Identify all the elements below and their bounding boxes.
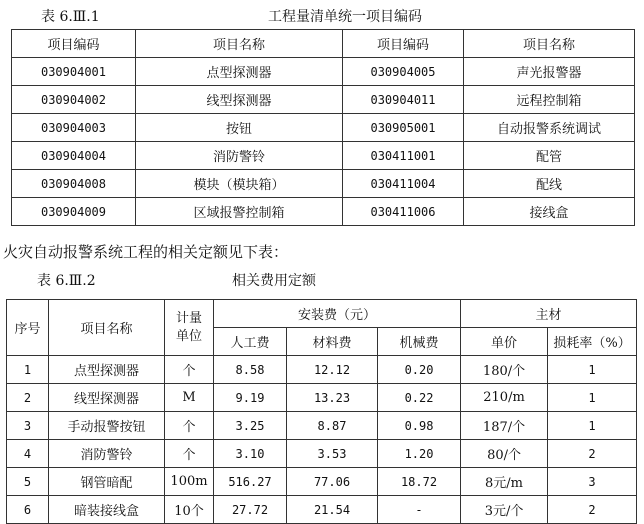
header-cell-install-group: 安装费（元） bbox=[214, 300, 461, 328]
unit-cell: 100m bbox=[165, 468, 214, 496]
labor-cell: 9.19 bbox=[214, 384, 287, 412]
material-cell: 13.23 bbox=[287, 384, 378, 412]
price-cell: 3元/个 bbox=[461, 496, 548, 524]
header-cell-price: 单价 bbox=[461, 328, 548, 356]
table-row bbox=[7, 412, 637, 440]
item-name-cell: 远程控制箱 bbox=[464, 86, 635, 114]
item-name-cell: 配线 bbox=[464, 170, 635, 198]
table-header-row bbox=[12, 30, 635, 58]
header-cell: 项目编码 bbox=[12, 30, 136, 58]
unit-cell: M bbox=[165, 384, 214, 412]
item-code-cell: 030904011 bbox=[343, 86, 464, 114]
item-code-cell: 030904009 bbox=[12, 198, 136, 226]
header-unit-bottom: 单位 bbox=[175, 328, 202, 344]
intro-text: 火灾自动报警系统工程的相关定额见下表： bbox=[3, 243, 289, 261]
header-cell-labor: 人工费 bbox=[214, 328, 287, 356]
table-row bbox=[12, 142, 635, 170]
item-name-cell: 手动报警按钮 bbox=[49, 412, 165, 440]
item-name-cell: 线型探测器 bbox=[49, 384, 165, 412]
item-code-cell: 030904005 bbox=[343, 58, 464, 86]
loss-cell: 2 bbox=[548, 440, 637, 468]
item-name-cell: 点型探测器 bbox=[49, 356, 165, 384]
header-unit-top: 计量 bbox=[175, 310, 202, 326]
table-row bbox=[12, 58, 635, 86]
header-cell: 项目编码 bbox=[343, 30, 464, 58]
unit-cell: 10个 bbox=[165, 496, 214, 524]
machine-cell: - bbox=[378, 496, 461, 524]
seq-cell: 4 bbox=[7, 440, 49, 468]
unit-cell: 个 bbox=[165, 356, 214, 384]
seq-cell: 1 bbox=[7, 356, 49, 384]
header-cell-machine: 机械费 bbox=[378, 328, 461, 356]
material-cell: 77.06 bbox=[287, 468, 378, 496]
seq-cell: 5 bbox=[7, 468, 49, 496]
table-row bbox=[12, 198, 635, 226]
item-name-cell: 线型探测器 bbox=[136, 86, 343, 114]
item-name-cell: 模块（模块箱） bbox=[136, 170, 343, 198]
price-cell: 210/m bbox=[461, 384, 548, 412]
loss-cell: 1 bbox=[548, 412, 637, 440]
header-cell-seq: 序号 bbox=[7, 300, 49, 356]
table-row bbox=[7, 468, 637, 496]
loss-cell: 3 bbox=[548, 468, 637, 496]
machine-cell: 0.98 bbox=[378, 412, 461, 440]
item-name-cell: 按钮 bbox=[136, 114, 343, 142]
table-header-row bbox=[7, 300, 637, 328]
unit-cell: 个 bbox=[165, 412, 214, 440]
item-code-table bbox=[11, 29, 635, 226]
table-row bbox=[7, 356, 637, 384]
table-row bbox=[7, 496, 637, 524]
item-name-cell: 声光报警器 bbox=[464, 58, 635, 86]
item-name-cell: 点型探测器 bbox=[136, 58, 343, 86]
price-cell: 80/个 bbox=[461, 440, 548, 468]
price-cell: 187/个 bbox=[461, 412, 548, 440]
table2-title: 相关费用定额 bbox=[232, 273, 316, 289]
machine-cell: 0.20 bbox=[378, 356, 461, 384]
table1-caption: 表 6.Ⅲ.1 bbox=[41, 9, 100, 25]
table-row bbox=[12, 170, 635, 198]
header-cell: 项目名称 bbox=[136, 30, 343, 58]
table2-caption: 表 6.Ⅲ.2 bbox=[37, 273, 96, 289]
item-name-cell: 配管 bbox=[464, 142, 635, 170]
item-name-cell: 消防警铃 bbox=[49, 440, 165, 468]
item-code-cell: 030905001 bbox=[343, 114, 464, 142]
material-cell: 8.87 bbox=[287, 412, 378, 440]
table-row bbox=[12, 114, 635, 142]
item-name-cell: 消防警铃 bbox=[136, 142, 343, 170]
loss-cell: 2 bbox=[548, 496, 637, 524]
item-code-cell: 030904004 bbox=[12, 142, 136, 170]
machine-cell: 18.72 bbox=[378, 468, 461, 496]
item-code-cell: 030411001 bbox=[343, 142, 464, 170]
labor-cell: 3.25 bbox=[214, 412, 287, 440]
loss-cell: 1 bbox=[548, 384, 637, 412]
material-cell: 21.54 bbox=[287, 496, 378, 524]
labor-cell: 27.72 bbox=[214, 496, 287, 524]
item-code-cell: 030904002 bbox=[12, 86, 136, 114]
unit-cell: 个 bbox=[165, 440, 214, 468]
fee-quota-table bbox=[6, 299, 637, 524]
machine-cell: 1.20 bbox=[378, 440, 461, 468]
labor-cell: 516.27 bbox=[214, 468, 287, 496]
item-code-cell: 030904003 bbox=[12, 114, 136, 142]
header-cell-main-group: 主材 bbox=[461, 300, 637, 328]
table-row bbox=[7, 440, 637, 468]
loss-cell: 1 bbox=[548, 356, 637, 384]
price-cell: 180/个 bbox=[461, 356, 548, 384]
item-name-cell: 接线盒 bbox=[464, 198, 635, 226]
header-cell-loss: 损耗率（%） bbox=[548, 328, 637, 356]
item-code-cell: 030411004 bbox=[343, 170, 464, 198]
machine-cell: 0.22 bbox=[378, 384, 461, 412]
material-cell: 3.53 bbox=[287, 440, 378, 468]
seq-cell: 3 bbox=[7, 412, 49, 440]
price-cell: 8元/m bbox=[461, 468, 548, 496]
header-cell-unit bbox=[165, 300, 214, 356]
header-cell-material: 材料费 bbox=[287, 328, 378, 356]
item-name-cell: 自动报警系统调试 bbox=[464, 114, 635, 142]
seq-cell: 2 bbox=[7, 384, 49, 412]
item-code-cell: 030904001 bbox=[12, 58, 136, 86]
header-cell: 项目名称 bbox=[464, 30, 635, 58]
labor-cell: 3.10 bbox=[214, 440, 287, 468]
table1-title: 工程量清单统一项目编码 bbox=[268, 9, 422, 25]
item-name-cell: 钢管暗配 bbox=[49, 468, 165, 496]
table-row bbox=[7, 384, 637, 412]
material-cell: 12.12 bbox=[287, 356, 378, 384]
item-code-cell: 030904008 bbox=[12, 170, 136, 198]
item-name-cell: 区域报警控制箱 bbox=[136, 198, 343, 226]
labor-cell: 8.58 bbox=[214, 356, 287, 384]
seq-cell: 6 bbox=[7, 496, 49, 524]
item-code-cell: 030411006 bbox=[343, 198, 464, 226]
header-cell-name: 项目名称 bbox=[49, 300, 165, 356]
table-row bbox=[12, 86, 635, 114]
item-name-cell: 暗装接线盒 bbox=[49, 496, 165, 524]
